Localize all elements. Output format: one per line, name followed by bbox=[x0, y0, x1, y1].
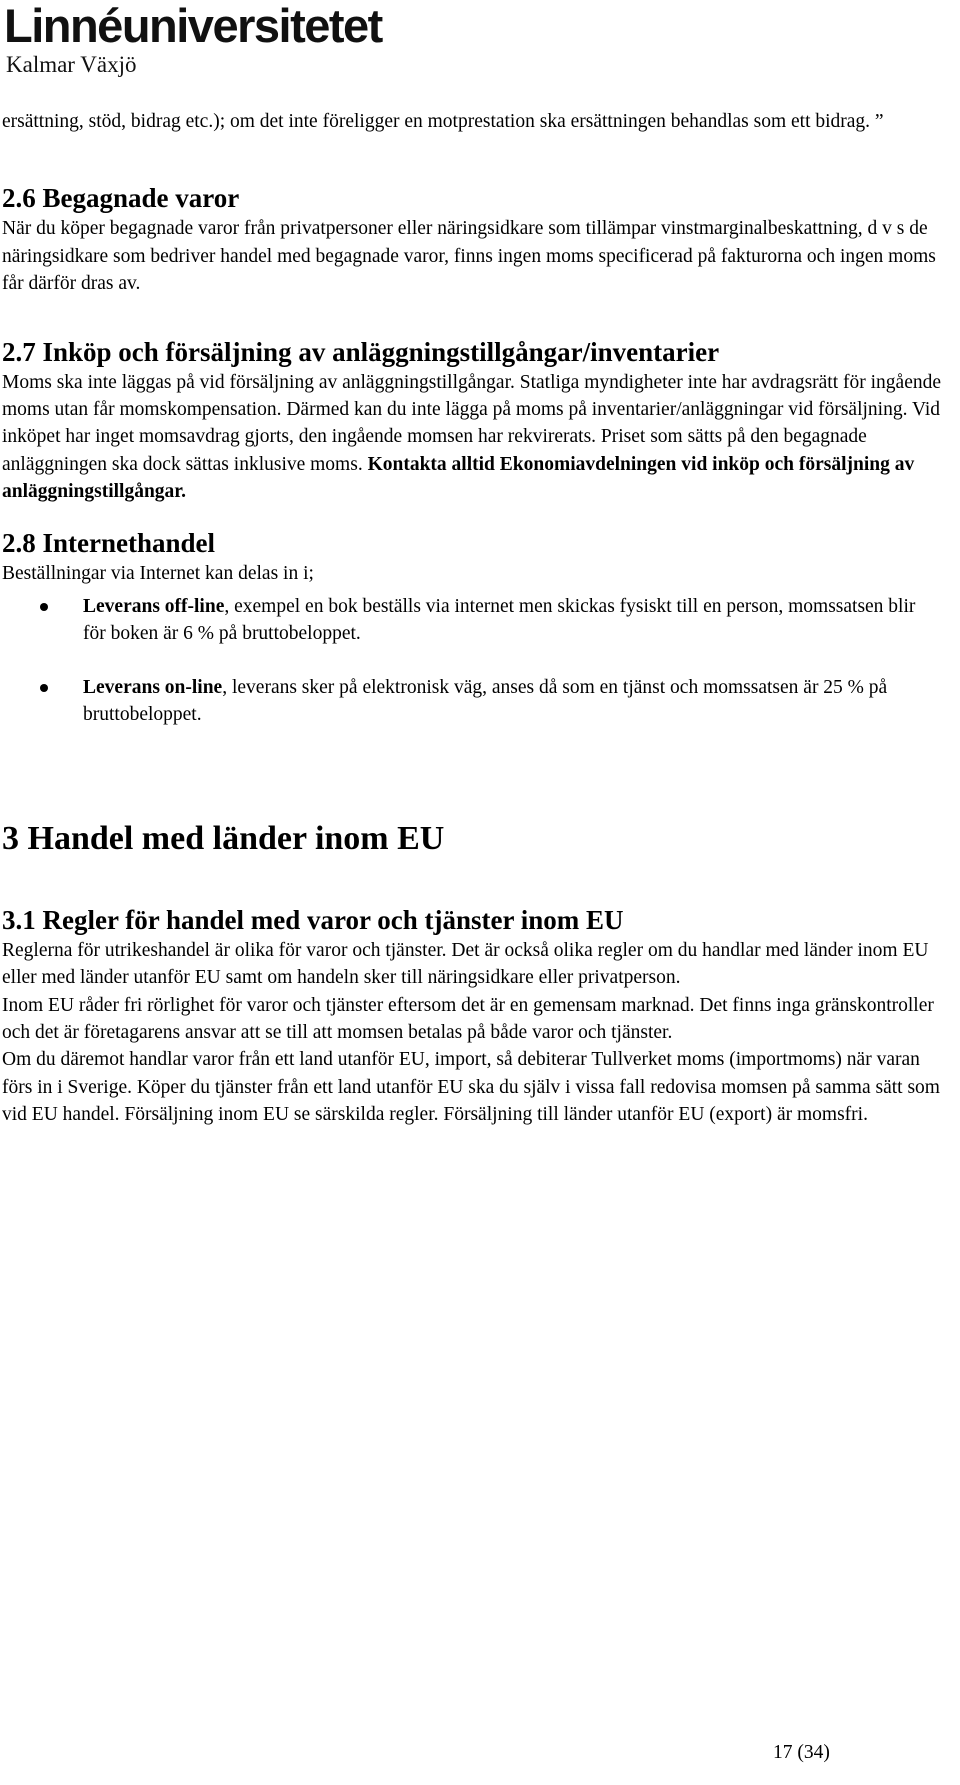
list-item-bold: Leverans on-line bbox=[83, 676, 223, 698]
paragraph-3-1-c: Om du däremot handlar varor från ett land utanför EU, import, så debiterar Tullverket moms (importmoms) när varan förs in i Sverige. Köper du tjänster från ett land utanför EU ska du själv i vissa fall redovisa momsen på samma sätt som vid EU handel. Försäljning inom EU se särskilda regler. Försäljning till länder utanför EU (export) är momsfri. bbox=[2, 1049, 940, 1126]
bullet-icon bbox=[40, 684, 48, 692]
paragraph-2-7-text: Moms ska inte läggas på vid försäljning av anläggningstillgångar. Statliga myndigheter inte har avdragsrätt för ingående moms utan får momskompensation. Därmed kan du inte lägga på moms på inventarier/anläggningar vid försäljning. Vid inköpet har inget momsavdrag gjorts, den ingående momsen har rekvirerats. Priset som sätts på den begagnade anläggningen ska dock sättas inklusive moms. bbox=[2, 371, 942, 475]
paragraph-2-8: Beställningar via Internet kan delas in i; bbox=[2, 562, 314, 584]
list-item-text: , leverans sker på elektronisk väg, anses då som en tjänst och momssatsen är 25 % på bruttobeloppet. bbox=[83, 676, 888, 726]
paragraph-2-6: När du köper begagnade varor från privatpersoner eller näringsidkare som tillämpar vinstmarginalbeskattning, d v s de näringsidkare som bedriver handel med begagnade varor, finns ingen moms specificerad på fakturorna och ingen moms får därför dras av. bbox=[2, 218, 936, 295]
page-number: 17 (34) bbox=[773, 1742, 830, 1763]
university-logo bbox=[4, 2, 382, 77]
bullet-list bbox=[2, 593, 942, 729]
heading-2-6: 2.6 Begagnade varor bbox=[2, 183, 240, 214]
heading-3: 3 Handel med länder inom EU bbox=[2, 819, 445, 857]
intro-paragraph: ersättning, stöd, bidrag etc.); om det inte föreligger en motprestation ska ersättningen behandlas som ett bidrag. ” bbox=[2, 111, 884, 132]
list-item bbox=[2, 593, 942, 648]
bullet-icon bbox=[40, 603, 48, 611]
logo-name: Linnéuniversitetet bbox=[4, 0, 382, 52]
heading-3-1: 3.1 Regler för handel med varor och tjänster inom EU bbox=[2, 904, 624, 935]
heading-2-8: 2.8 Internethandel bbox=[2, 527, 216, 558]
logo-subtitle: Kalmar Växjö bbox=[6, 52, 137, 77]
list-item bbox=[2, 674, 942, 729]
paragraph-2-7 bbox=[2, 369, 942, 506]
list-item-text: , exempel en bok beställs via internet men skickas fysiskt till en person, momssatsen blir för boken är 6 % på bruttobeloppet. bbox=[83, 596, 916, 645]
paragraph-3-1-b: Inom EU råder fri rörlighet för varor och tjänster eftersom det är en gemensam marknad. Det finns inga gränskontroller och det är företagarens ansvar att se till att momsen betalas på både varor och tjänster. bbox=[2, 994, 934, 1043]
heading-2-7: 2.7 Inköp och försäljning av anläggningstillgångar/inventarier bbox=[2, 336, 720, 367]
list-item-bold: Leverans off-line bbox=[83, 596, 225, 618]
paragraph-3-1-a: Reglerna för utrikeshandel är olika för varor och tjänster. Det är också olika regler om du handlar med länder inom EU eller med länder utanför EU samt om handeln sker till näringsidkare eller privatperson. bbox=[2, 939, 929, 989]
document-body bbox=[2, 108, 942, 1129]
paragraph-2-7-bold-note: Kontakta alltid Ekonomiavdelningen vid inköp och försäljning av anläggningstillgångar. bbox=[2, 453, 915, 503]
